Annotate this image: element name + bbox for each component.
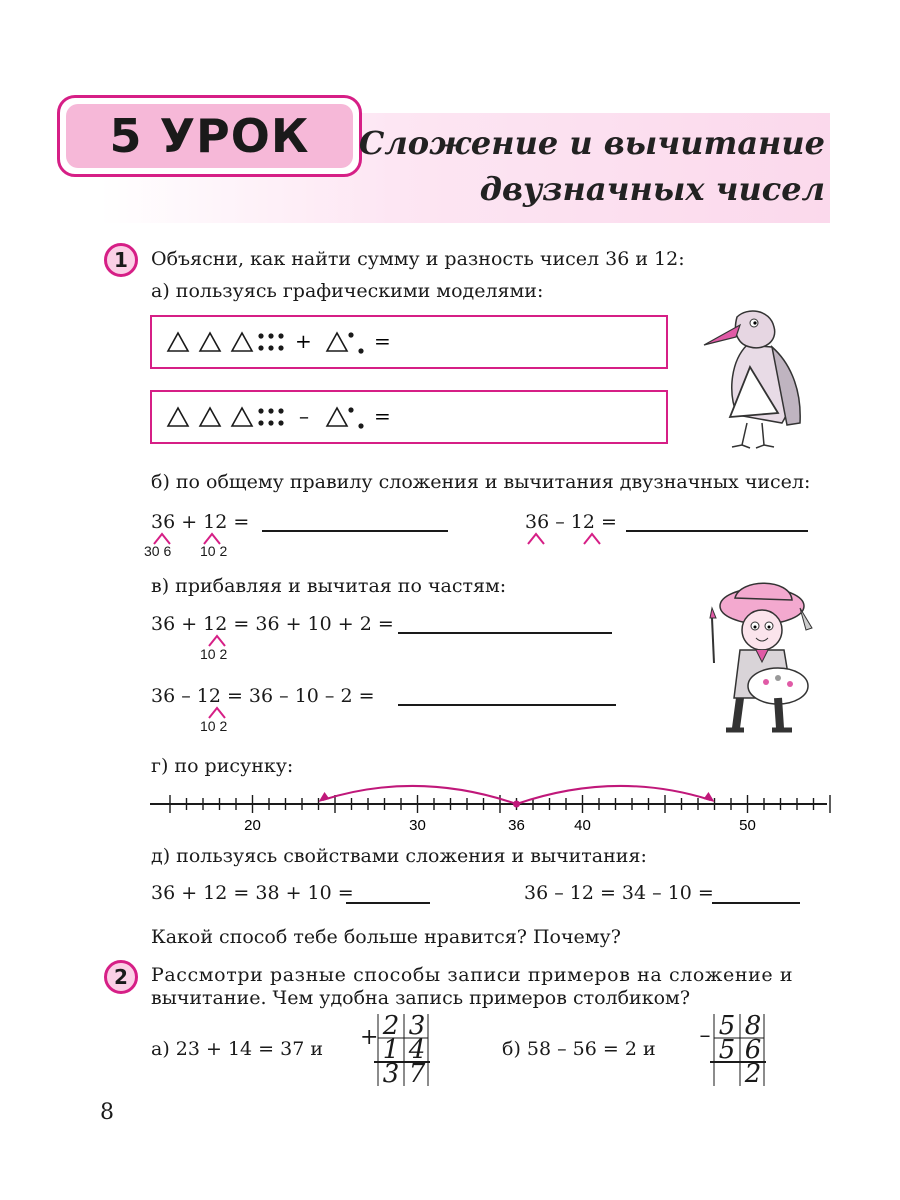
- d-right-expression: 36 – 12 = 34 – 10 =: [524, 882, 714, 904]
- digit: 4: [408, 1035, 426, 1065]
- one-dot: [348, 407, 353, 412]
- number-line: [145, 770, 835, 840]
- digit: 2: [744, 1059, 762, 1089]
- digit: 8: [744, 1011, 762, 1041]
- task1-prompt: Объясни, как найти сумму и разность чисел 36 и 12:: [151, 248, 685, 270]
- number-line-label: 36: [508, 817, 525, 834]
- v-line2: 36 – 12 = 36 – 10 – 2 =: [151, 685, 375, 707]
- number-line-label: 40: [574, 817, 591, 834]
- digit: 3: [408, 1011, 426, 1041]
- lesson-badge-text: 5 УРОК: [109, 109, 310, 163]
- ten-triangle: [327, 333, 347, 351]
- digit: 2: [382, 1011, 400, 1041]
- digit: 5: [718, 1035, 736, 1065]
- b-left-split-12: 10 2: [200, 543, 228, 559]
- column-subtraction: [696, 1011, 766, 1089]
- digit: 5: [718, 1011, 736, 1041]
- arrowhead-right: [704, 792, 715, 802]
- task2-prompt-line1: Рассмотри разные способы записи примеров на сложение и: [151, 964, 794, 986]
- task1-a-label: а) пользуясь графическими моделями:: [151, 280, 544, 302]
- answer-blank[interactable]: [712, 902, 800, 904]
- task1-v-label: в) прибавляя и вычитая по частям:: [151, 575, 507, 597]
- task1-b-label: б) по общему правилу сложения и вычитания двузначных чисел:: [151, 471, 811, 493]
- task2-b-text: б) 58 – 56 = 2 и: [502, 1038, 656, 1060]
- one-dot: [358, 348, 363, 353]
- answer-blank[interactable]: [398, 632, 612, 634]
- lesson-title-line1: Сложение и вычитание: [358, 124, 825, 162]
- answer-blank[interactable]: [626, 530, 808, 532]
- start-point-36: [513, 801, 520, 808]
- number-line-label: 30: [409, 817, 426, 834]
- answer-blank[interactable]: [398, 704, 616, 706]
- task-number-1: 1: [104, 243, 138, 277]
- b-right-expression: 36 – 12 =: [525, 511, 617, 533]
- b-left-split-36: 30 6: [144, 543, 172, 559]
- number-line-label: 50: [739, 817, 756, 834]
- plus-sign: +: [360, 1025, 379, 1050]
- plus-sign: +: [295, 329, 312, 353]
- one-dot: [348, 332, 353, 337]
- answer-blank[interactable]: [346, 902, 430, 904]
- task2-a-text: а) 23 + 14 = 37 и: [151, 1038, 324, 1060]
- lesson-title-line2: двузначных чисел: [479, 170, 825, 208]
- v-line2-split: 10 2: [200, 718, 228, 734]
- minus-sign: –: [699, 1023, 711, 1048]
- digit: 3: [382, 1059, 400, 1089]
- number-line-label: 20: [244, 817, 261, 834]
- equals-sign: =: [374, 404, 391, 428]
- task-number-2: 2: [104, 960, 138, 994]
- task1-g-label: г) по рисунку:: [151, 755, 294, 777]
- tens-triangles: [168, 408, 252, 426]
- graphic-model-sum-box: [150, 315, 668, 369]
- lesson-badge: [57, 95, 362, 177]
- split-marks: [524, 530, 624, 546]
- task1-d-label: д) пользуясь свойствами сложения и вычитания:: [151, 845, 647, 867]
- v-line1: 36 + 12 = 36 + 10 + 2 =: [151, 613, 394, 635]
- d-left-expression: 36 + 12 = 38 + 10 =: [151, 882, 354, 904]
- digit: 1: [382, 1035, 400, 1065]
- minus-sign: –: [299, 404, 309, 428]
- number-line-ticks: [170, 795, 830, 813]
- tens-triangles: [168, 333, 252, 351]
- digit: [714, 1062, 740, 1086]
- graphic-model-sum: [152, 317, 666, 367]
- v-line1-split: 10 2: [200, 646, 228, 662]
- page-number: 8: [100, 1100, 114, 1125]
- arrowhead-left: [319, 792, 330, 802]
- column-addition: [360, 1011, 430, 1089]
- number-line-labels: [244, 817, 756, 834]
- painter-boy-illustration: [700, 578, 825, 748]
- ones-dots: [258, 408, 283, 425]
- ten-triangle: [327, 408, 347, 426]
- answer-blank[interactable]: [262, 530, 448, 532]
- digit: 6: [744, 1035, 762, 1065]
- digit: 7: [408, 1059, 426, 1089]
- equals-sign: =: [374, 329, 391, 353]
- crow-illustration: [692, 305, 812, 450]
- ones-dots: [258, 333, 283, 350]
- b-left-expression: 36 + 12 =: [151, 511, 250, 533]
- graphic-model-diff: [152, 392, 666, 442]
- one-dot: [358, 423, 363, 428]
- graphic-model-diff-box: [150, 390, 668, 444]
- task2-prompt-line2: вычитание. Чем удобна запись примеров столбиком?: [151, 987, 691, 1009]
- lesson-badge-inner: [66, 104, 353, 168]
- task1-question: Какой способ тебе больше нравится? Почему?: [151, 926, 621, 948]
